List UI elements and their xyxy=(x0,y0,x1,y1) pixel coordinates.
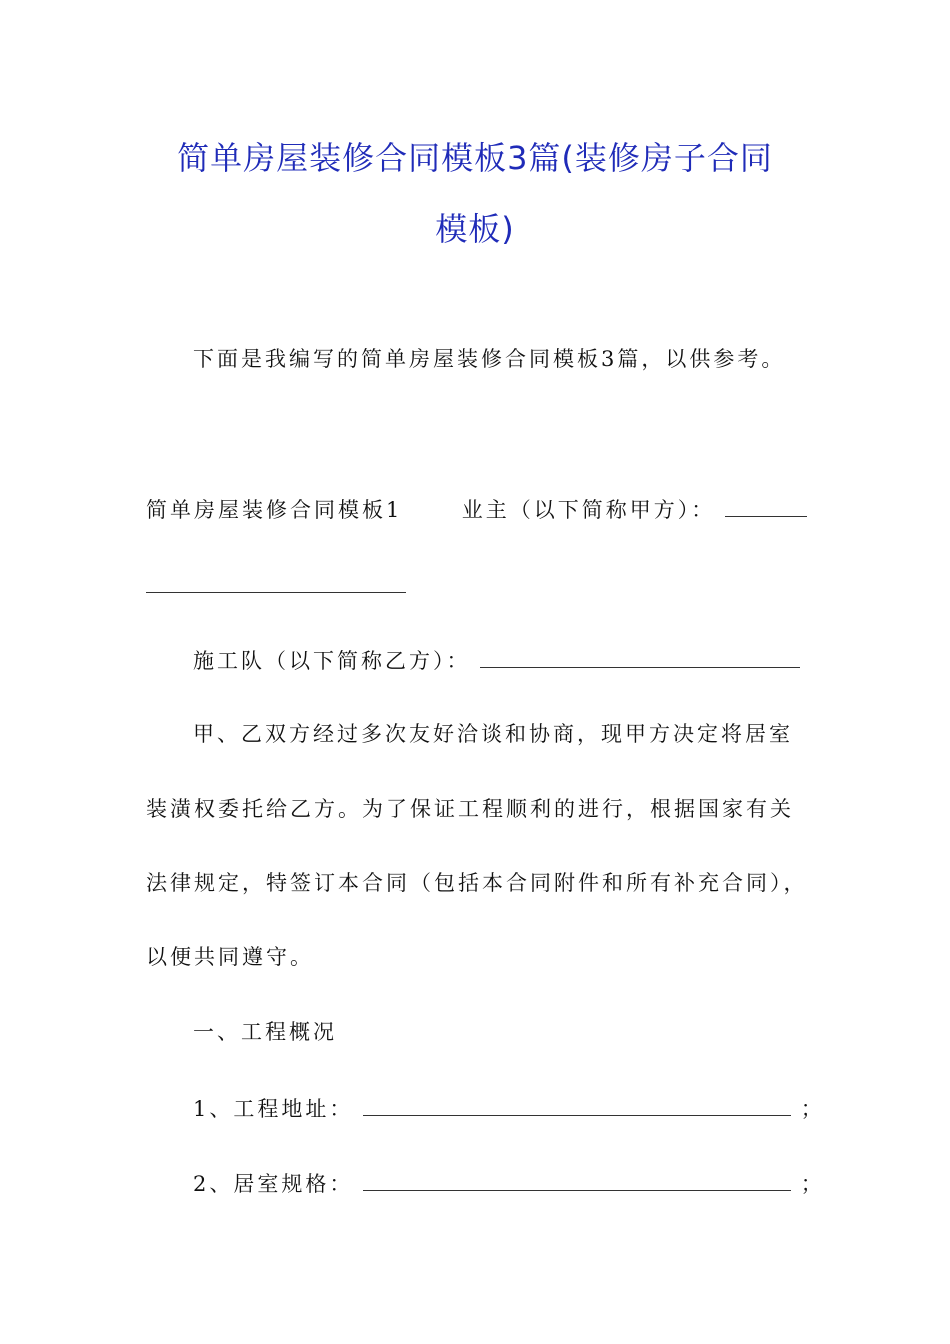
paragraph-line-4: 以便共同遵守。 xyxy=(146,945,314,969)
room-spec-label: 2、居室规格： xyxy=(193,1172,354,1196)
address-line xyxy=(193,1093,825,1124)
section-heading: 简单房屋装修合同模板1 xyxy=(146,498,403,522)
intro-text: 下面是我编写的简单房屋装修合同模板3篇，以供参考。 xyxy=(193,347,786,371)
room-spec-blank-line xyxy=(363,1168,791,1191)
owner-label: 业主（以下简称甲方）： xyxy=(461,498,716,522)
owner-blank-continuation xyxy=(146,592,406,593)
document-title-line-1: 简单房屋装修合同模板3篇(装修房子合同 xyxy=(177,139,773,177)
address-blank-line xyxy=(363,1093,791,1116)
contract-heading-line xyxy=(146,494,807,525)
room-spec-semicolon: ； xyxy=(800,1172,825,1196)
paragraph-line-2: 装潢权委托给乙方。为了保证工程顺利的进行，根据国家有关 xyxy=(146,797,794,821)
contractor-blank-line xyxy=(480,645,800,668)
address-semicolon: ； xyxy=(800,1097,825,1121)
address-label: 1、工程地址： xyxy=(193,1097,354,1121)
document-title-line-2: 模板) xyxy=(435,210,515,248)
section-item-heading: 一、工程概况 xyxy=(193,1020,337,1044)
paragraph-line-3: 法律规定，特签订本合同（包括本合同附件和所有补充合同）， xyxy=(146,871,808,895)
owner-blank-line xyxy=(725,494,807,517)
room-spec-line xyxy=(193,1168,825,1199)
contractor-line xyxy=(193,645,800,676)
paragraph-line-1: 甲、乙双方经过多次友好洽谈和协商，现甲方决定将居室 xyxy=(193,722,793,746)
contractor-label: 施工队（以下简称乙方）： xyxy=(193,649,471,673)
